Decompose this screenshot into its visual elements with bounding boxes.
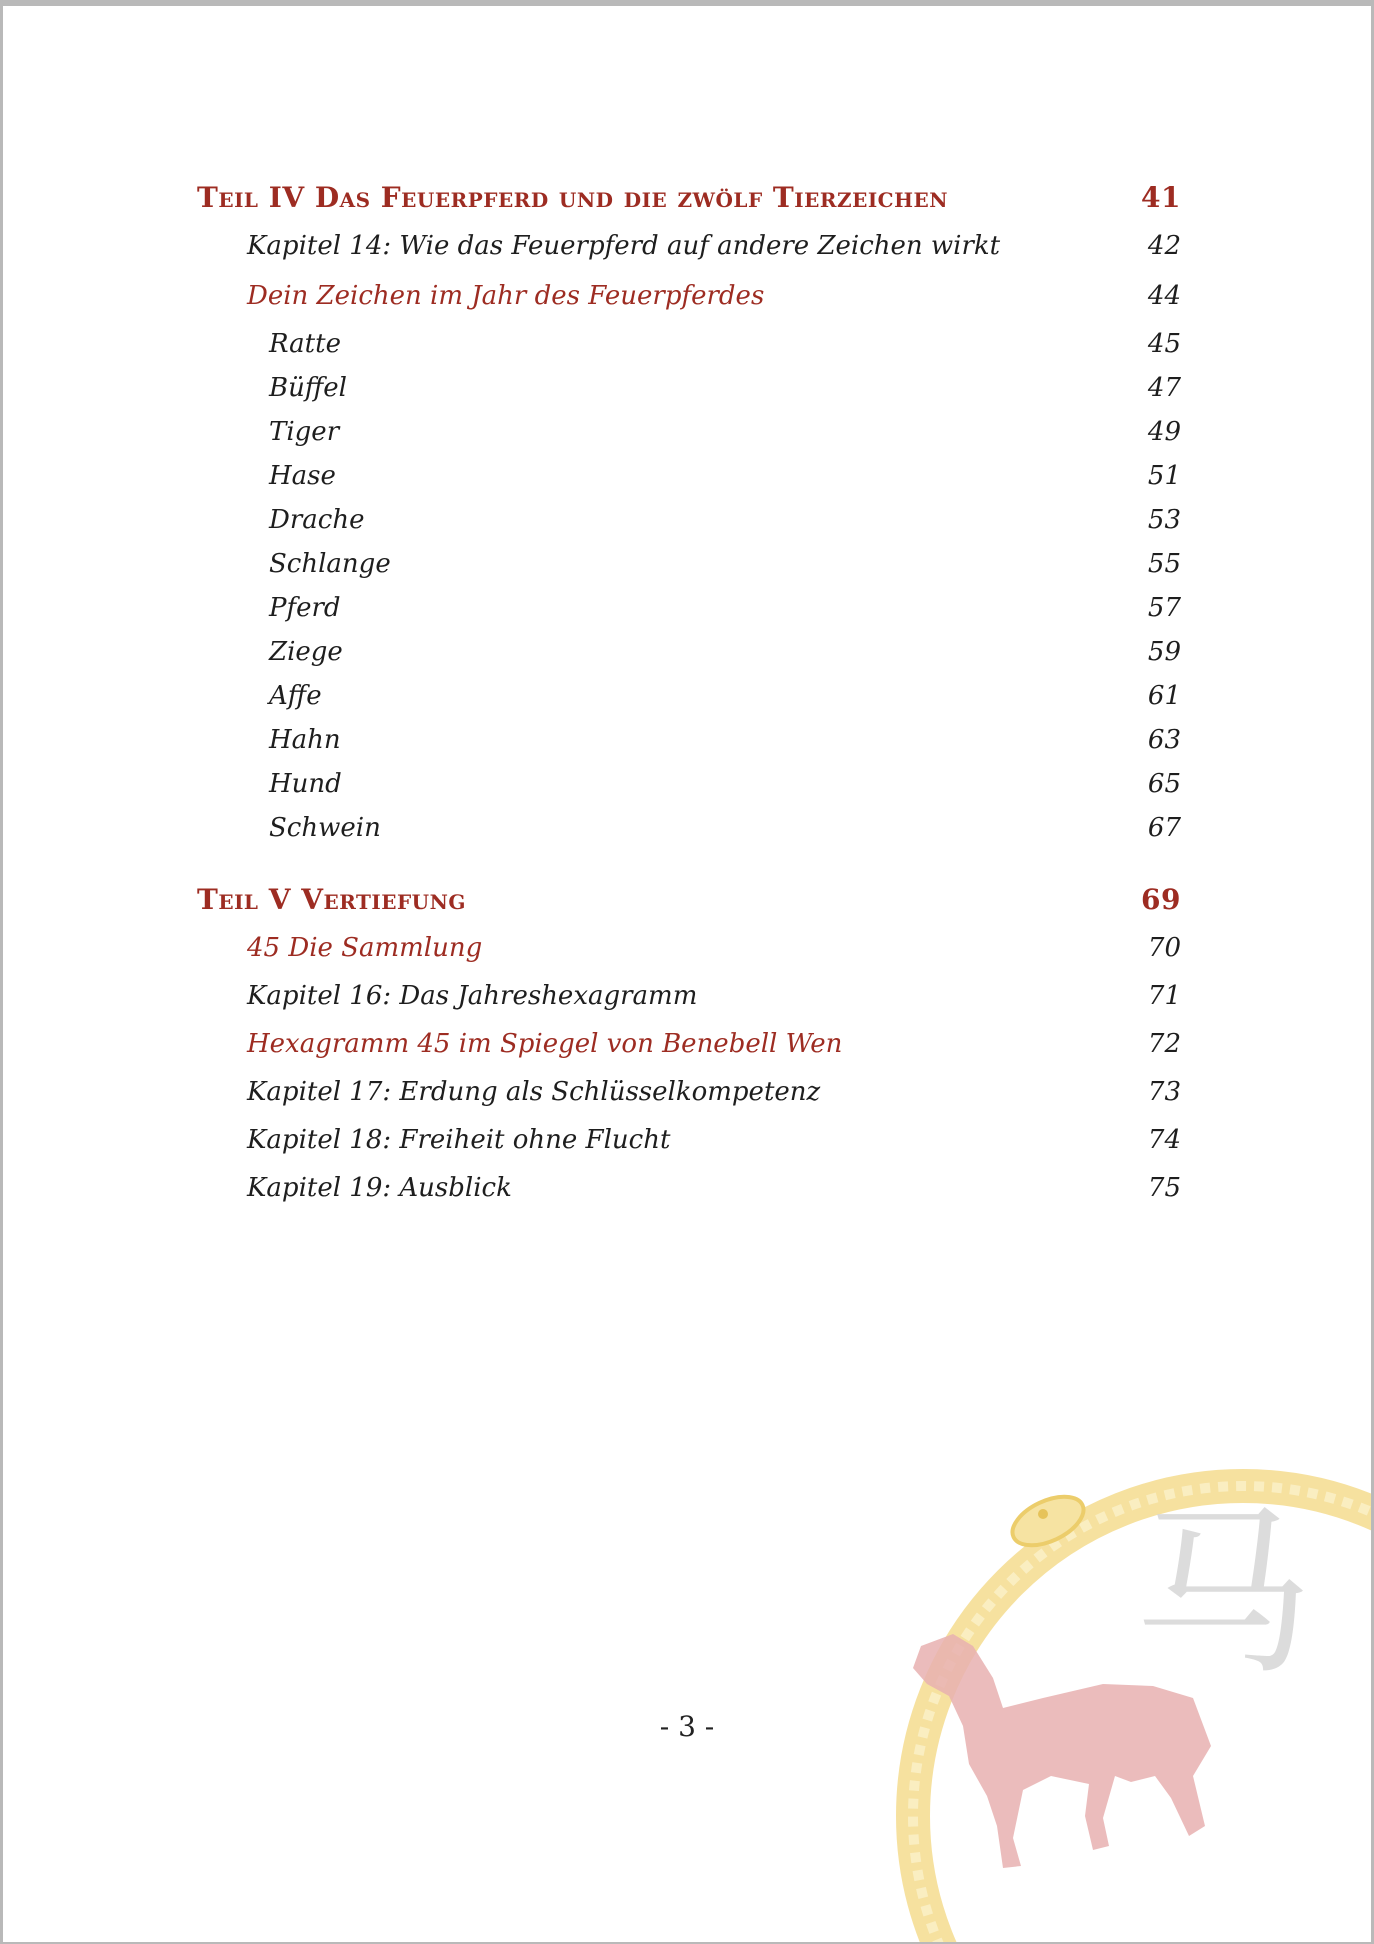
toc-page-number: 72 [1147,1029,1181,1059]
toc-subentry[interactable] [3,806,1371,850]
toc-title: Kapitel 18: Freiheit ohne Flucht [247,1125,671,1155]
toc-title: Pferd [269,593,341,623]
toc-title: Affe [269,681,322,711]
toc-chapter[interactable] [3,1022,1371,1066]
toc-page-number: 63 [1147,725,1181,755]
toc-page-number: 44 [1147,281,1181,311]
toc-page-number: 47 [1147,373,1181,403]
toc-title: Hexagramm 45 im Spiegel von Benebell Wen [247,1029,843,1059]
toc-title: Ziege [269,637,343,667]
toc-page-number: 55 [1147,549,1181,579]
toc-subentry[interactable] [3,586,1371,630]
toc-page-number: 70 [1147,933,1181,963]
toc-title: Büffel [269,373,347,403]
toc-page-number: 59 [1147,637,1181,667]
toc-subentry[interactable] [3,322,1371,366]
toc-page-number: 49 [1147,417,1181,447]
toc-subentry[interactable] [3,498,1371,542]
toc-title: 45 Die Sammlung [247,933,483,963]
page-number: - 3 - [659,1710,715,1743]
toc-page-number: 73 [1147,1077,1181,1107]
horse-emblem-icon [893,1446,1371,1942]
toc-chapter[interactable] [3,274,1371,318]
toc-page-number: 65 [1147,769,1181,799]
toc-subentry[interactable] [3,410,1371,454]
toc-title: Kapitel 16: Das Jahreshexagramm [247,981,698,1011]
toc-page-number: 67 [1147,813,1181,843]
toc-title: Schwein [269,813,381,843]
toc-title: Hase [269,461,336,491]
toc-page-number: 41 [1141,181,1181,214]
toc-title: Kapitel 17: Erdung als Schlüsselkompetenz [247,1077,821,1107]
toc-title: Hund [269,769,342,799]
toc-subentry[interactable] [3,630,1371,674]
toc-chapter[interactable] [3,1118,1371,1162]
horse-character: 马 [1133,1490,1314,1699]
toc-page-number: 57 [1147,593,1181,623]
toc-part-heading[interactable] [3,176,1371,220]
toc-title: Tiger [269,417,340,447]
toc-subentry[interactable] [3,366,1371,410]
toc-title: Dein Zeichen im Jahr des Feuerpferdes [247,281,765,311]
document-page [3,6,1371,1942]
toc-title: Teil V Vertiefung [197,883,466,916]
toc-page-number: 51 [1147,461,1181,491]
toc-title: Schlange [269,549,391,579]
toc-title: Drache [269,505,365,535]
toc-subentry[interactable] [3,454,1371,498]
toc-title: Hahn [269,725,341,755]
toc-page-number: 74 [1147,1125,1181,1155]
toc-subentry[interactable] [3,762,1371,806]
toc-part-heading[interactable] [3,878,1371,922]
toc-page-number: 71 [1147,981,1181,1011]
toc-page-number: 53 [1147,505,1181,535]
toc-subentry[interactable] [3,718,1371,762]
toc-title: Kapitel 14: Wie das Feuerpferd auf andere Zeichen wirkt [247,231,1001,261]
toc-subentry[interactable] [3,542,1371,586]
toc-chapter[interactable] [3,974,1371,1018]
toc-page-number: 75 [1147,1173,1181,1203]
toc-chapter[interactable] [3,1166,1371,1210]
toc-page-number: 45 [1147,329,1181,359]
toc-page-number: 69 [1141,883,1181,916]
toc-title: Ratte [269,329,341,359]
toc-title: Kapitel 19: Ausblick [247,1173,512,1203]
toc-chapter[interactable] [3,926,1371,970]
toc-chapter[interactable] [3,1070,1371,1114]
toc-page-number: 42 [1147,231,1181,261]
toc-title: Teil IV Das Feuerpferd und die zwölf Tierzeichen [197,181,949,214]
toc-page-number: 61 [1147,681,1181,711]
toc-subentry[interactable] [3,674,1371,718]
toc-chapter[interactable] [3,224,1371,268]
